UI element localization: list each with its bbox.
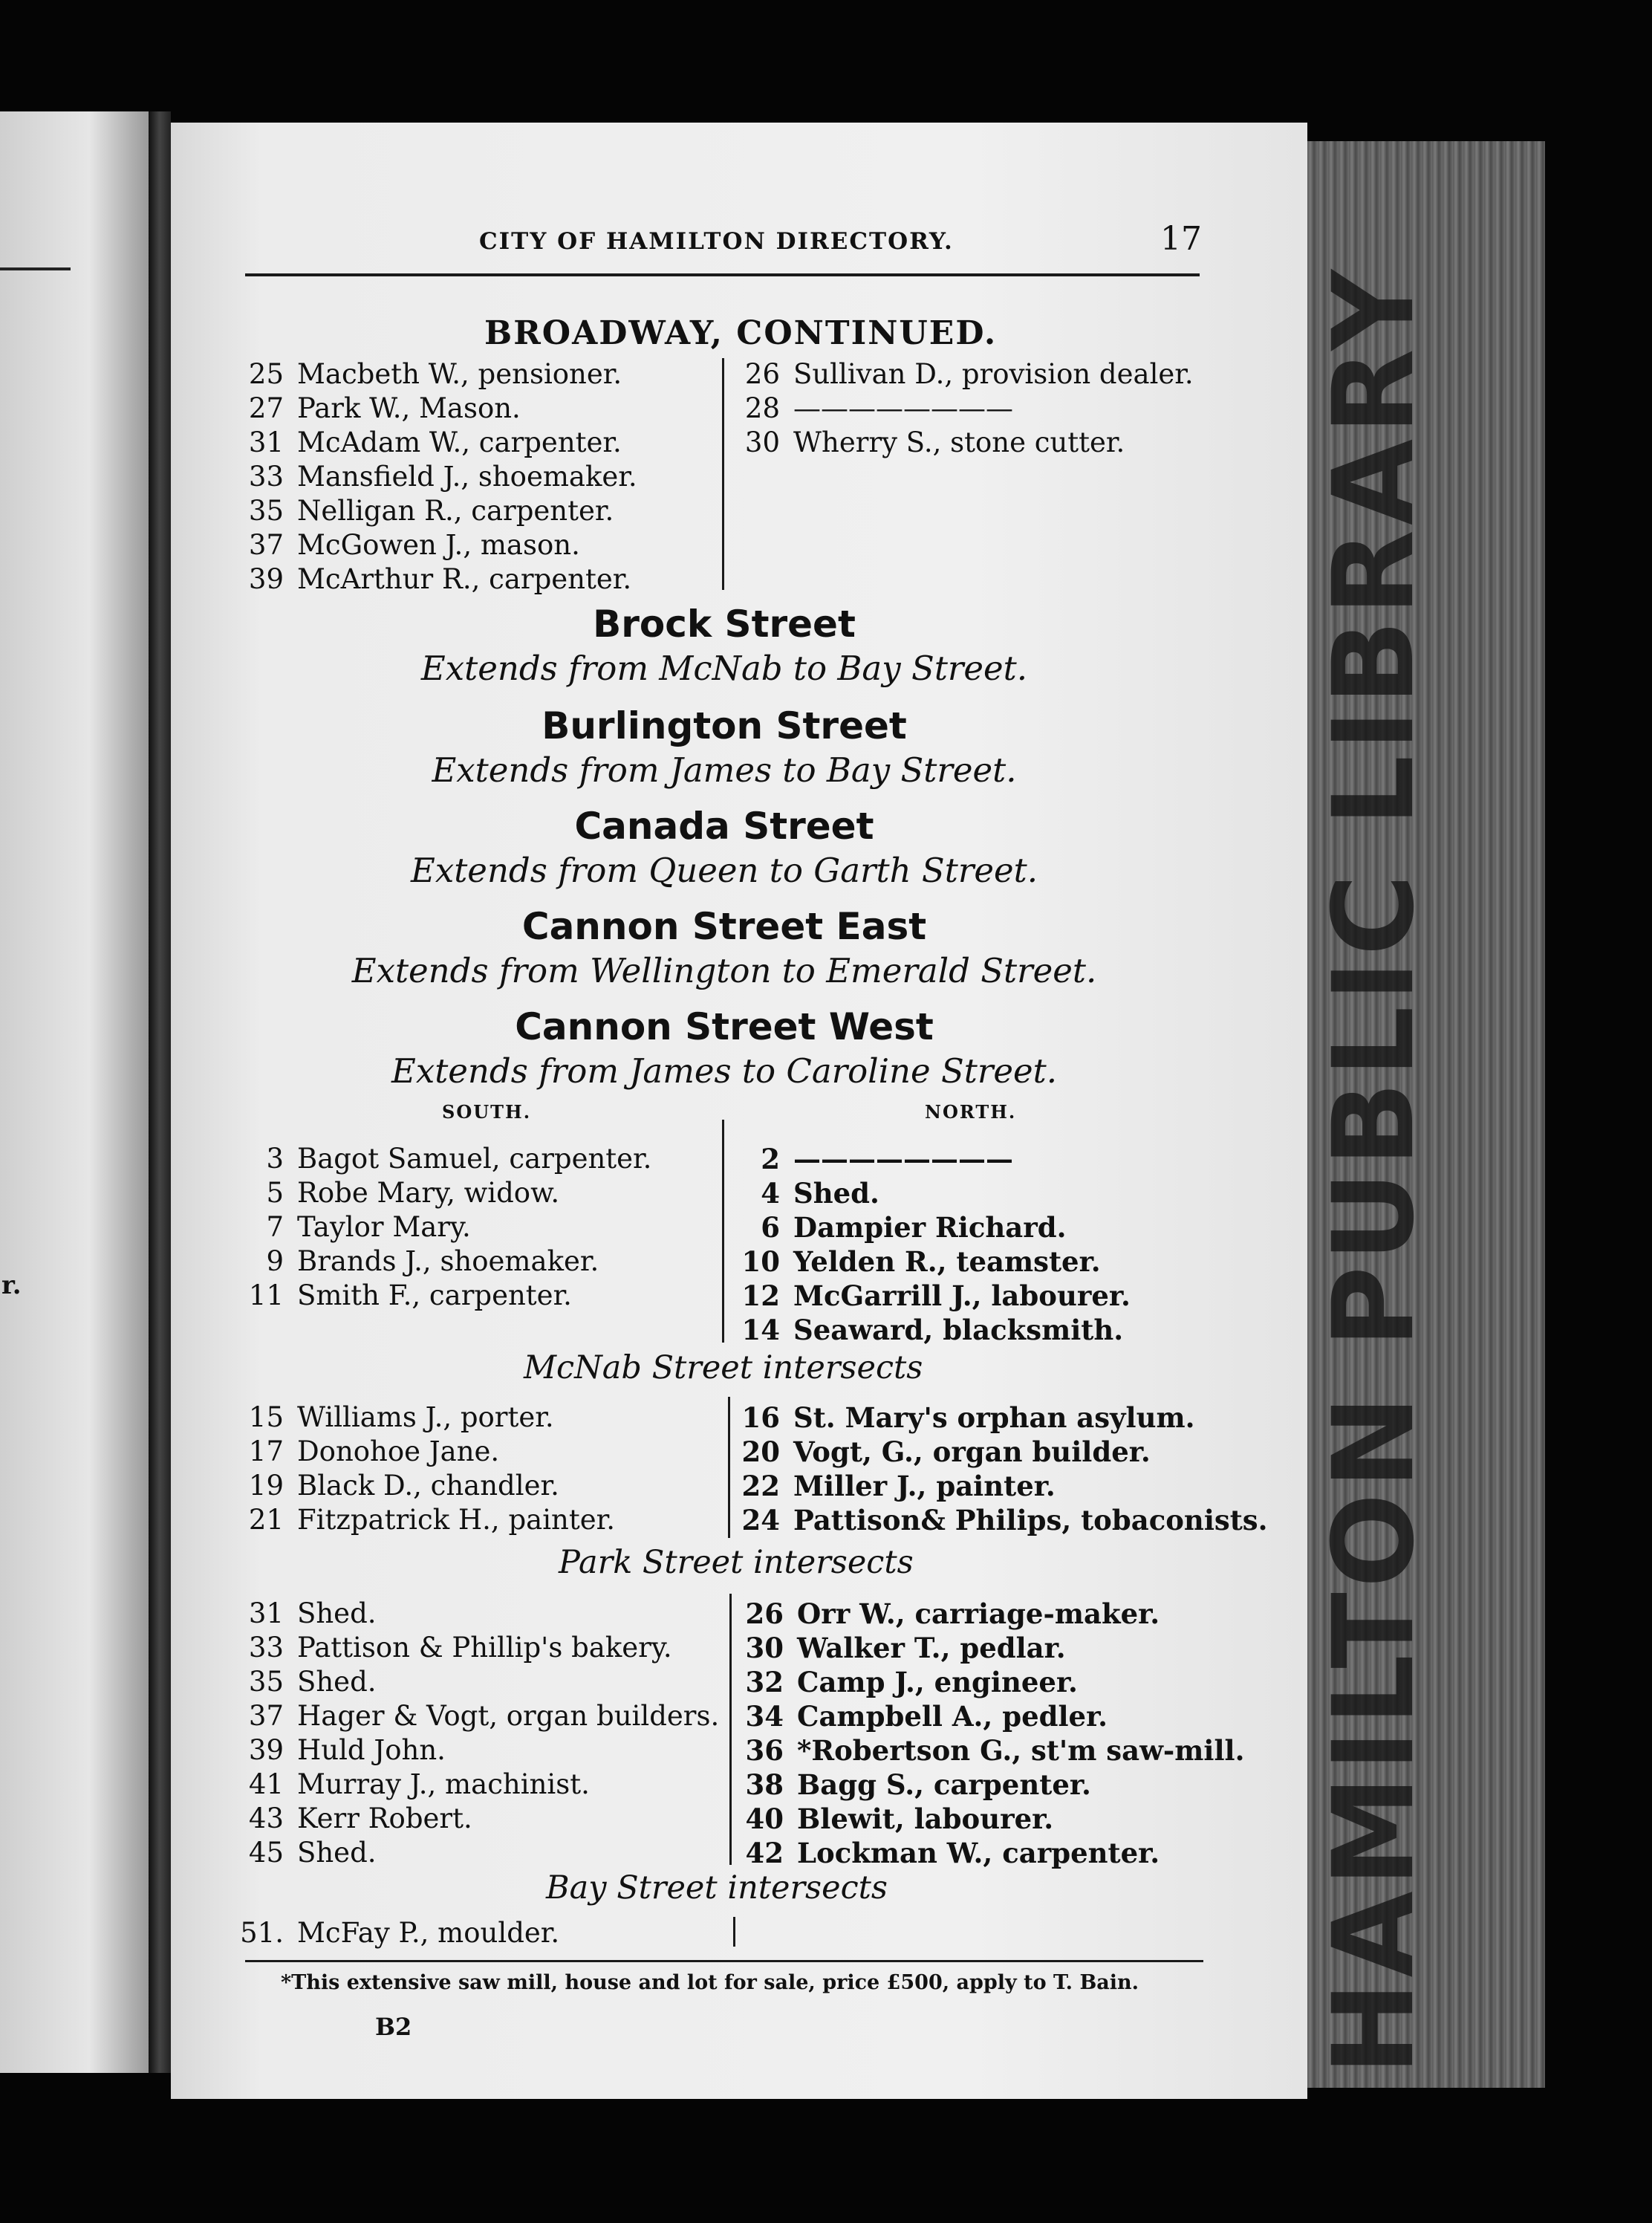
- directory-entry: [732, 1504, 1268, 1536]
- house-number: 16: [741, 1401, 780, 1434]
- header-rule: [245, 273, 1200, 276]
- house-number: 39: [248, 1734, 284, 1766]
- house-number: 5: [266, 1177, 284, 1209]
- directory-entry: [735, 1768, 1091, 1801]
- resident-entry: Camp J., engineer.: [797, 1666, 1078, 1698]
- section-heading-broadway: BROADWAY, CONTINUED.: [484, 314, 998, 352]
- resident-entry: Blewit, labourer.: [797, 1802, 1054, 1835]
- house-number: 3: [266, 1143, 284, 1175]
- house-number: 26: [744, 358, 780, 390]
- left-page-rule: [0, 267, 71, 270]
- house-number: 36: [745, 1734, 784, 1767]
- resident-entry: McArthur R., carpenter.: [297, 563, 632, 595]
- footnote-rule: [245, 1960, 1203, 1962]
- directory-entry: [239, 529, 580, 561]
- directory-entry: [732, 392, 1013, 424]
- resident-entry: Bagot Samuel, carpenter.: [297, 1143, 652, 1175]
- resident-entry: Brands J., shoemaker.: [297, 1245, 599, 1277]
- column-divider-block3: [729, 1594, 732, 1865]
- running-header: CITY OF HAMILTON DIRECTORY.: [479, 228, 954, 255]
- resident-entry: ————————: [793, 1143, 1013, 1175]
- directory-entry: [735, 1632, 1066, 1664]
- directory-entry: [239, 392, 521, 424]
- directory-entry: [239, 1666, 377, 1698]
- house-number: 33: [248, 461, 284, 493]
- house-number: 4: [761, 1177, 780, 1210]
- column-head-north: NORTH.: [925, 1101, 1017, 1123]
- resident-entry: Seaward, blacksmith.: [793, 1314, 1124, 1346]
- column-divider-block1: [722, 1120, 724, 1343]
- house-number: 26: [745, 1597, 784, 1630]
- intersect-mcnab: McNab Street intersects: [524, 1349, 923, 1386]
- directory-entry: [732, 1314, 1123, 1346]
- house-number: 51.: [240, 1917, 284, 1949]
- resident-entry: Park W., Mason.: [297, 392, 521, 424]
- resident-entry: Shed.: [793, 1177, 879, 1210]
- directory-entry: [735, 1837, 1160, 1869]
- house-number: 2: [761, 1143, 780, 1175]
- resident-entry: Kerr Robert.: [297, 1802, 472, 1834]
- directory-entry: [735, 1802, 1053, 1835]
- house-number: 17: [248, 1435, 284, 1467]
- directory-entry: [239, 1470, 559, 1502]
- resident-entry: Shed.: [297, 1666, 377, 1698]
- left-page-fragment: [0, 111, 149, 2073]
- house-number: 15: [248, 1401, 284, 1433]
- street-extent-note: Extends from Queen to Garth Street.: [411, 851, 1038, 890]
- house-number: 41: [248, 1768, 284, 1800]
- footnote: *This extensive saw mill, house and lot for sale, price £500, apply to T. Bain.: [281, 1971, 1139, 1994]
- resident-entry: Sullivan D., provision dealer.: [793, 358, 1194, 390]
- street-extent-note: Extends from James to Caroline Street.: [391, 1051, 1058, 1091]
- resident-entry: Murray J., machinist.: [297, 1768, 590, 1800]
- directory-entry: [239, 1802, 472, 1834]
- resident-entry: Orr W., carriage-maker.: [797, 1597, 1160, 1630]
- house-number: 28: [744, 392, 780, 424]
- resident-entry: Vogt, G., organ builder.: [793, 1435, 1151, 1468]
- directory-entry: [239, 1837, 377, 1869]
- resident-entry: Nelligan R., carpenter.: [297, 495, 614, 527]
- directory-entry: [239, 1768, 590, 1800]
- library-stamp: [1307, 265, 1441, 2076]
- house-number: 11: [248, 1279, 284, 1311]
- house-number: 12: [741, 1279, 780, 1312]
- house-number: 22: [741, 1470, 780, 1502]
- resident-entry: Williams J., porter.: [297, 1401, 554, 1433]
- street-name-heading: Burlington Street: [542, 704, 907, 747]
- house-number: 45: [248, 1837, 284, 1869]
- directory-entry: [735, 1700, 1108, 1733]
- house-number: 19: [248, 1470, 284, 1502]
- house-number: 37: [248, 529, 284, 561]
- house-number: 31: [248, 426, 284, 458]
- directory-entry: [732, 358, 1194, 390]
- directory-entry: [239, 1245, 599, 1277]
- directory-entry: [732, 1401, 1195, 1434]
- directory-entry: [732, 1245, 1101, 1278]
- resident-entry: McAdam W., carpenter.: [297, 426, 622, 458]
- resident-entry: Macbeth W., pensioner.: [297, 358, 622, 390]
- house-number: 32: [745, 1666, 784, 1698]
- column-divider-block2: [728, 1397, 730, 1538]
- house-number: 27: [248, 392, 284, 424]
- intersect-park: Park Street intersects: [559, 1544, 914, 1581]
- directory-entry: [239, 1917, 559, 1949]
- street-name-heading: Cannon Street West: [515, 1005, 934, 1048]
- library-stamp-text: HAMILTON PUBLIC LIBRARY: [1310, 265, 1440, 2076]
- resident-entry: Fitzpatrick H., painter.: [297, 1504, 616, 1536]
- resident-entry: Miller J., painter.: [793, 1470, 1056, 1502]
- house-number: 39: [248, 563, 284, 595]
- street-name-heading: Canada Street: [574, 805, 874, 848]
- directory-entry: [239, 1143, 651, 1175]
- directory-entry: [239, 1177, 559, 1209]
- house-number: 40: [745, 1802, 784, 1835]
- directory-entry: [239, 1435, 499, 1467]
- house-number: 30: [745, 1632, 784, 1664]
- resident-entry: Taylor Mary.: [297, 1211, 471, 1243]
- house-number: 35: [248, 495, 284, 527]
- directory-entry: [239, 358, 622, 390]
- resident-entry: McGarrill J., labourer.: [793, 1279, 1131, 1312]
- intersect-bay: Bay Street intersects: [546, 1869, 888, 1906]
- house-number: 34: [745, 1700, 784, 1733]
- directory-entry: [735, 1666, 1078, 1698]
- directory-entry: [239, 1279, 572, 1311]
- house-number: 7: [266, 1211, 284, 1243]
- resident-entry: Walker T., pedlar.: [797, 1632, 1066, 1664]
- street-extent-note: Extends from Wellington to Emerald Street.: [351, 951, 1097, 990]
- book-gutter: [149, 111, 171, 2073]
- resident-entry: Donohoe Jane.: [297, 1435, 500, 1467]
- resident-entry: St. Mary's orphan asylum.: [793, 1401, 1195, 1434]
- resident-entry: Yelden R., teamster.: [793, 1245, 1101, 1278]
- directory-entry: [239, 563, 631, 595]
- house-number: 38: [745, 1768, 784, 1801]
- house-number: 24: [741, 1504, 780, 1536]
- resident-entry: Mansfield J., shoemaker.: [297, 461, 637, 493]
- left-page-text-fragment: r.: [1, 1270, 22, 1300]
- directory-entry: [239, 1700, 719, 1732]
- directory-entry: [239, 1597, 377, 1629]
- directory-entry: [735, 1597, 1160, 1630]
- house-number: 20: [741, 1435, 780, 1468]
- house-number: 35: [248, 1666, 284, 1698]
- house-number: 6: [761, 1211, 780, 1244]
- resident-entry: *Robertson G., st'm saw-mill.: [797, 1734, 1245, 1767]
- house-number: 30: [744, 426, 780, 458]
- page-number: 17: [1160, 220, 1202, 258]
- house-number: 9: [266, 1245, 284, 1277]
- column-divider-block4: [733, 1917, 735, 1947]
- house-number: 14: [741, 1314, 780, 1346]
- street-name-heading: Cannon Street East: [521, 905, 927, 948]
- directory-entry: [239, 1401, 554, 1433]
- directory-entry: [239, 1504, 615, 1536]
- resident-entry: Robe Mary, widow.: [297, 1177, 560, 1209]
- house-number: 33: [248, 1632, 284, 1664]
- resident-entry: Shed.: [297, 1837, 377, 1869]
- resident-entry: Hager & Vogt, organ builders.: [297, 1700, 720, 1732]
- street-extent-note: Extends from McNab to Bay Street.: [420, 649, 1028, 688]
- resident-entry: McGowen J., mason.: [297, 529, 580, 561]
- directory-entry: [239, 1632, 672, 1664]
- directory-entry: [239, 1734, 446, 1766]
- directory-entry: [239, 461, 637, 493]
- house-number: 10: [741, 1245, 780, 1278]
- house-number: 31: [248, 1597, 284, 1629]
- column-head-south: SOUTH.: [442, 1101, 532, 1123]
- directory-entry: [239, 495, 614, 527]
- street-name-heading: Brock Street: [593, 603, 856, 646]
- resident-entry: ————————: [793, 392, 1013, 424]
- resident-entry: Black D., chandler.: [297, 1470, 559, 1502]
- directory-entry: [732, 1435, 1151, 1468]
- resident-entry: Shed.: [297, 1597, 377, 1629]
- house-number: 25: [248, 358, 284, 390]
- house-number: 21: [248, 1504, 284, 1536]
- resident-entry: Campbell A., pedler.: [797, 1700, 1108, 1733]
- directory-entry: [732, 1470, 1056, 1502]
- resident-entry: Pattison& Philips, tobaconists.: [793, 1504, 1268, 1536]
- resident-entry: McFay P., moulder.: [297, 1917, 560, 1949]
- signature-mark: B2: [375, 2013, 412, 2041]
- column-divider-broadway: [722, 358, 724, 590]
- directory-entry: [239, 1211, 471, 1243]
- resident-entry: Bagg S., carpenter.: [797, 1768, 1091, 1801]
- house-number: 43: [248, 1802, 284, 1834]
- directory-entry: [239, 426, 622, 458]
- resident-entry: Dampier Richard.: [793, 1211, 1067, 1244]
- directory-entry: [732, 1177, 879, 1210]
- directory-entry: [732, 1279, 1131, 1312]
- directory-entry: [735, 1734, 1244, 1767]
- resident-entry: Huld John.: [297, 1734, 446, 1766]
- directory-entry: [732, 426, 1125, 458]
- street-extent-note: Extends from James to Bay Street.: [432, 750, 1017, 790]
- house-number: 42: [745, 1837, 784, 1869]
- resident-entry: Wherry S., stone cutter.: [793, 426, 1125, 458]
- resident-entry: Pattison & Phillip's bakery.: [297, 1632, 672, 1664]
- resident-entry: Smith F., carpenter.: [297, 1279, 572, 1311]
- directory-entry: [732, 1143, 1013, 1175]
- directory-entry: [732, 1211, 1067, 1244]
- house-number: 37: [248, 1700, 284, 1732]
- resident-entry: Lockman W., carpenter.: [797, 1837, 1160, 1869]
